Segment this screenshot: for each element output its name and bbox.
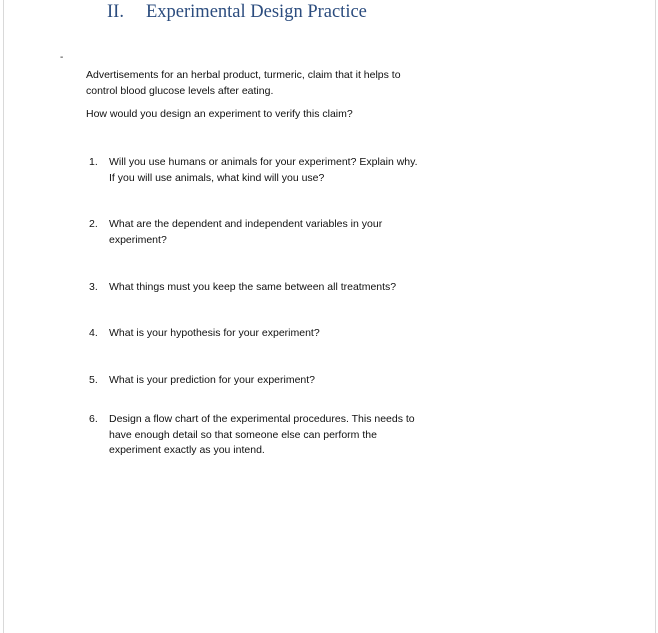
question-number: 1.: [89, 156, 98, 168]
paragraph-marker: -: [60, 52, 64, 63]
question-text: [109, 155, 418, 186]
question-line: experiment?: [109, 233, 167, 246]
question-text: [109, 373, 315, 389]
question-line: What things must you keep the same between all treatments?: [109, 281, 397, 293]
page-left-edge: [3, 0, 4, 633]
intro-line-2: control blood glucose levels after eating.: [86, 84, 274, 97]
intro-paragraph: [86, 68, 401, 99]
question-line: experiment exactly as you intend.: [109, 444, 265, 456]
section-number: II.: [107, 2, 124, 22]
page-right-edge: [655, 0, 656, 633]
question-line: What is your prediction for your experiment?: [109, 374, 316, 386]
question-number: 2.: [89, 218, 98, 230]
question-number: 4.: [89, 327, 98, 339]
question-number: 6.: [89, 413, 98, 425]
question-number: 3.: [89, 281, 98, 293]
section-title: Experimental Design Practice: [146, 2, 367, 22]
question-text: [109, 280, 396, 296]
question-number: 5.: [89, 374, 98, 386]
question-text: [109, 412, 415, 459]
question-line: have enough detail so that someone else can perform the: [109, 428, 377, 441]
question-line: What are the dependent and independent variables in your: [109, 218, 383, 230]
section-heading: [107, 2, 367, 23]
question-line: If you will use animals, what kind will you use?: [109, 171, 325, 184]
question-line: What is your hypothesis for your experiment?: [109, 327, 320, 339]
question-line: Design a flow chart of the experimental procedures. This needs to: [109, 413, 415, 425]
intro-prompt: How would you design an experiment to verify this claim?: [86, 108, 353, 120]
intro-line-1: Advertisements for an herbal product, turmeric, claim that it helps to: [86, 69, 401, 81]
question-text: [109, 217, 382, 248]
question-line: Will you use humans or animals for your experiment? Explain why.: [109, 156, 418, 168]
question-text: [109, 326, 320, 342]
